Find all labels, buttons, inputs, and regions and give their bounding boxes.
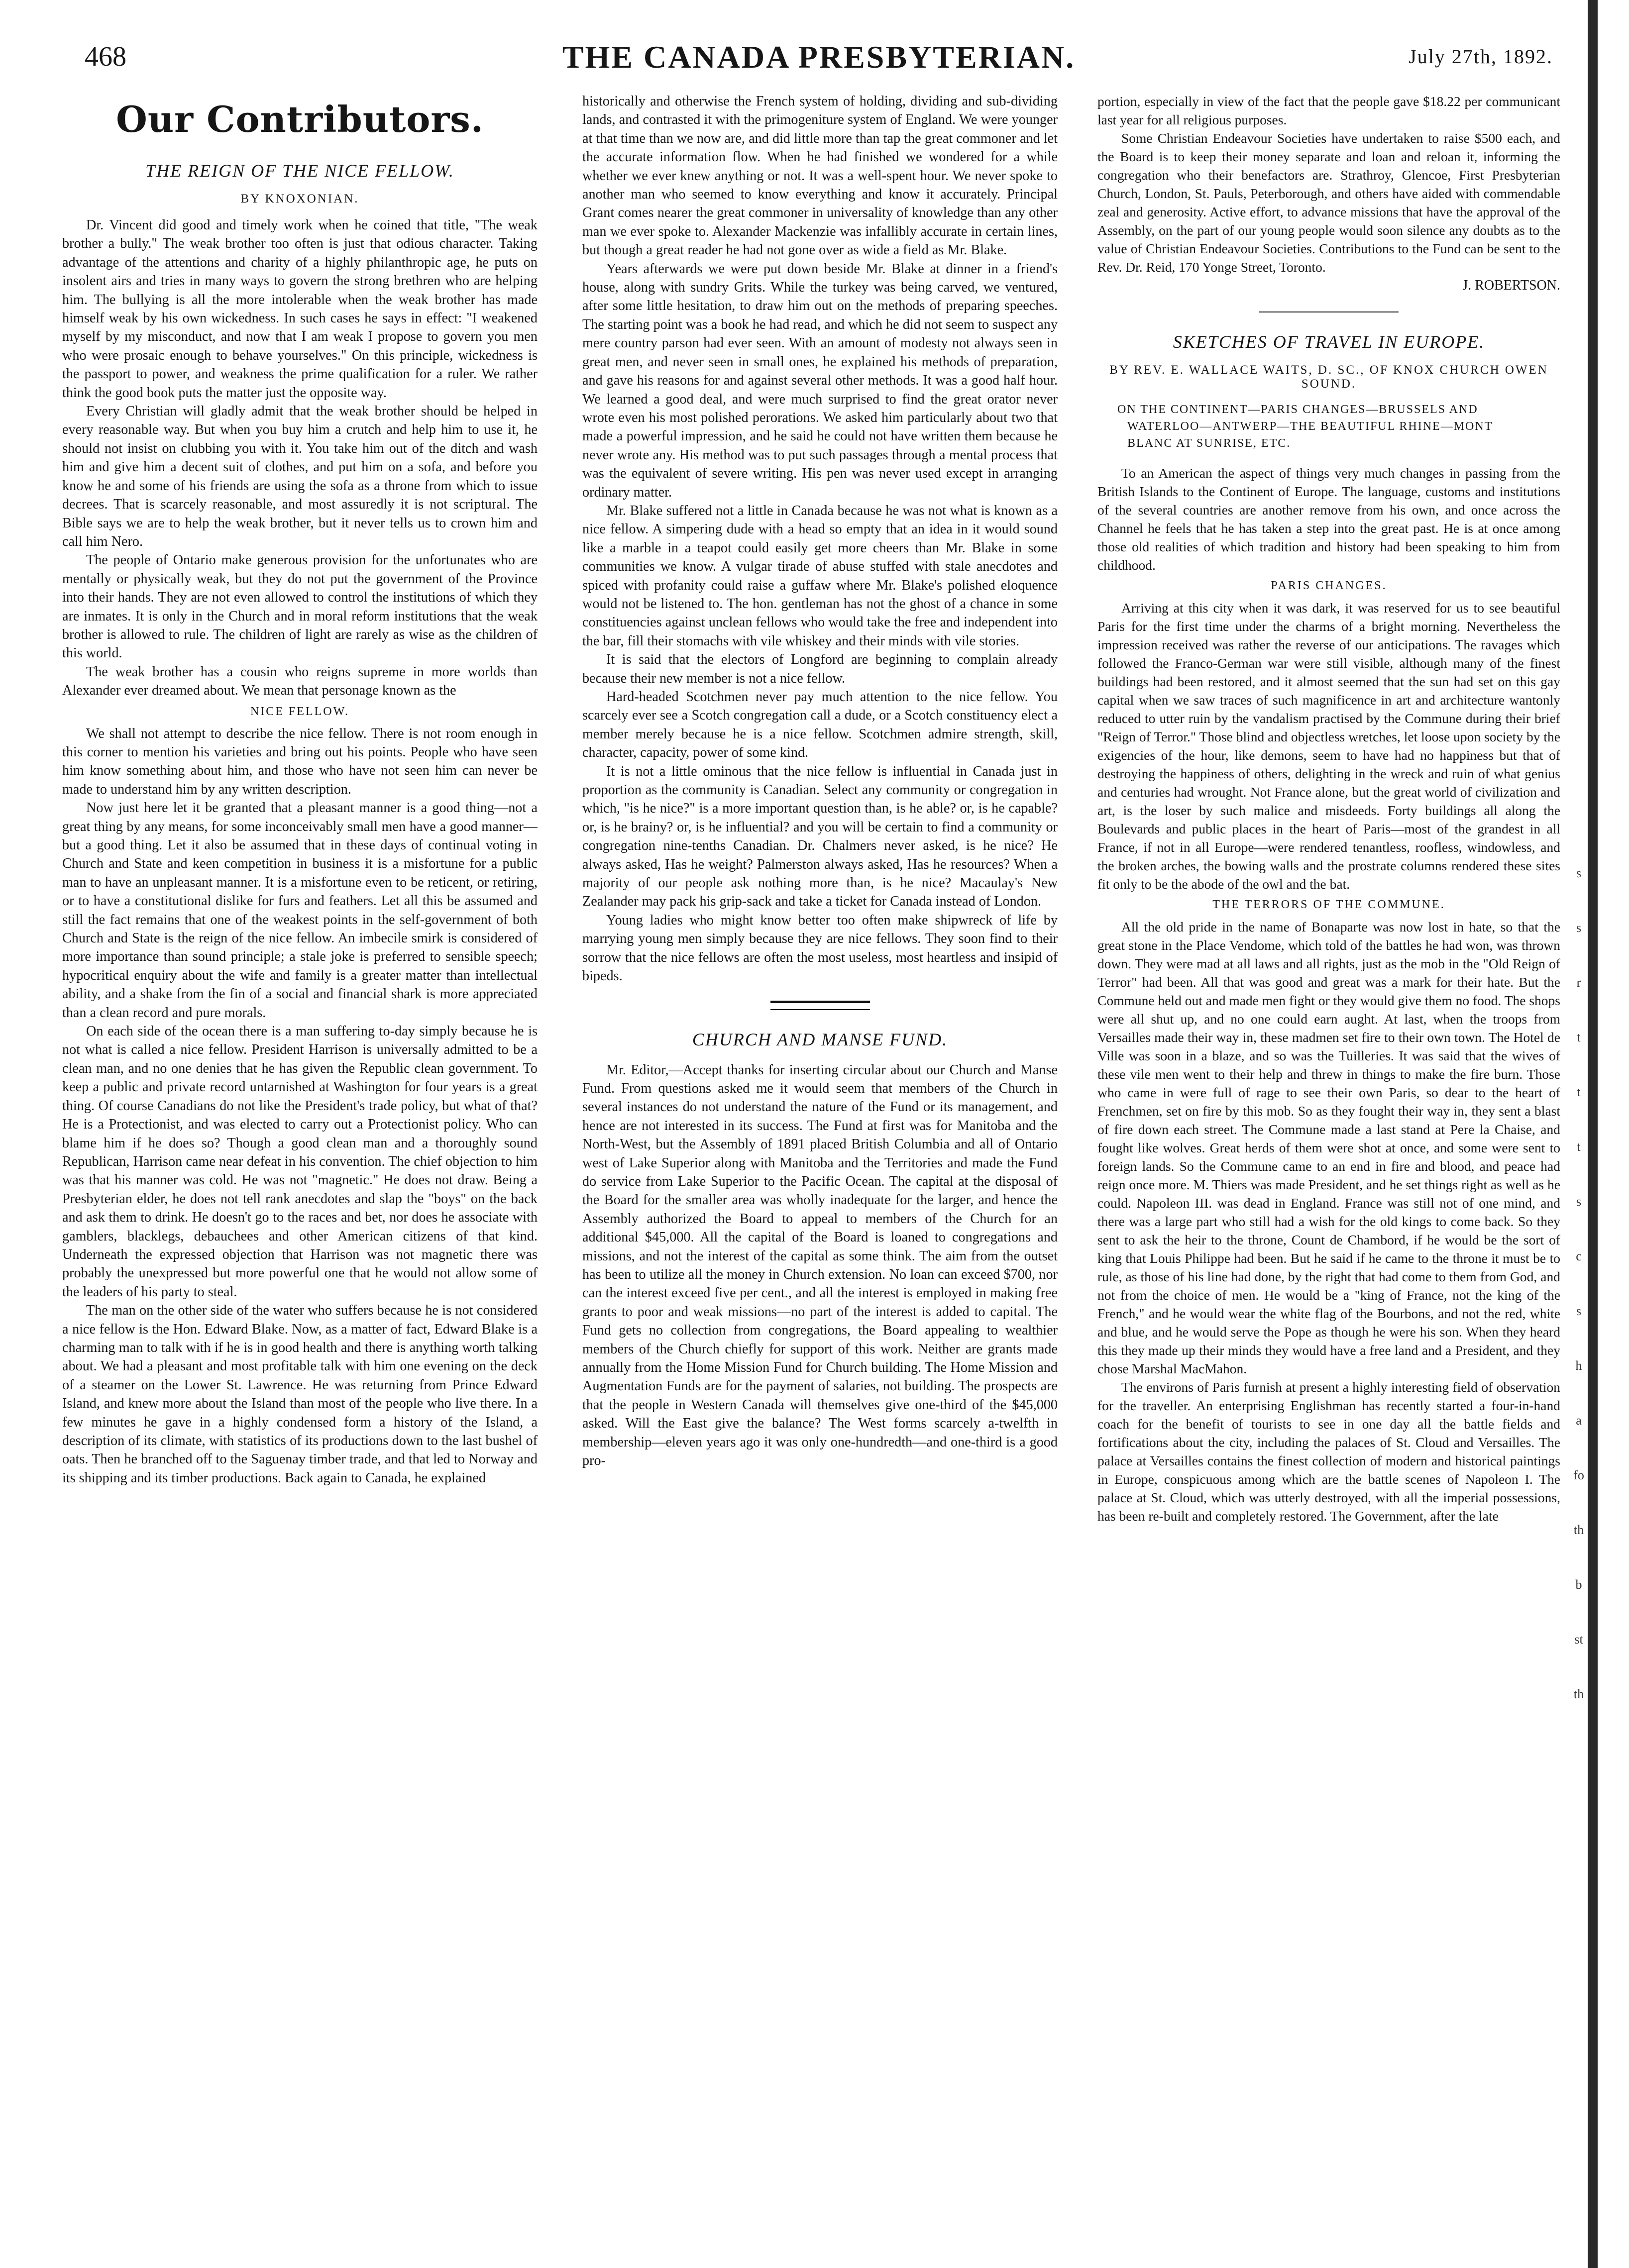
paragraph: Mr. Editor,—Accept thanks for inserting circular about our Church and Manse Fund. From questions asked me it would seem that members of the Church in several instances do not understand the nature of the Fund or its management, and hence are not interested in its success. The Fund at first was for Manitoba and the North-West, but the Assembly of 1891 placed British Columbia and all of Ontario west of Lake Superior along with Manitoba and the Territories and made the Fund do service from Lake Superior to the Pacific Ocean. The capital at the disposal of the Board for the smaller area was wholly inadequate for the larger, and hence the Assembly authorized the Board to appeal to members of the Church for an additional $45,000. All the capital of the Board is loaned to congregations and missions, and not the interest of the capital as some think. The aim from the outset has been to utilize all the money in Church extension. No loan can exceed $700, nor can the interest exceed five per cent., and all the interest is employed in making free grants to poor and weak missions—no part of the interest is added to capital. The Fund gets no collection from congregations, the Board appealing to wealthier members of the Church chiefly for support of this work. Neither are grants made annually from the Home Mission Fund for Church building. The Home Mission and Augmentation Funds are for the payment of salaries, not building. The prospects are that the people in Western Canada will themselves give one-third of the $45,000 asked. Will the East give the balance? The West forms scarcely a-twelfth in membership—eleven years ago it was only one-hundredth—and one-third is a good pro- — [582, 1062, 1058, 1469]
article-title-nice-fellow: THE REIGN OF THE NICE FELLOW. — [145, 161, 454, 181]
edge-letter: fo — [1573, 1468, 1584, 1482]
paragraph: Some Christian Endeavour Societies have undertaken to raise $500 each, and the Board is to keep their money separate and loan and reloan it, informing the congregation who their benefactors are. Strathroy, Glencoe, First Presbyterian Church, London, St. Pauls, Peterborough, and others have aided with commendable zeal and generosity. Active effort, to advance missions that have the approval of the Assembly, on the part of our young people would soon silence any doubts as to the value of Christian Endeavour Societies. Contributions to the Fund can be sent to the Rev. Dr. Reid, 170 Yonge Street, Toronto. — [1097, 130, 1560, 275]
edge-letter: st — [1574, 1632, 1583, 1647]
paragraph: To an American the aspect of things very much changes in passing from the British Islands to the Continent of Europe. The language, customs and institutions of the several countries are another remove from his own, and once across the Channel he feels that he has taken a step into the great past. He is at once among those old realities of which tradition and history had been speaking to him from childhood. — [1097, 465, 1560, 573]
page-header — [85, 30, 1553, 85]
paragraph: Dr. Vincent did good and timely work when he coined that title, "The weak brother a bully." The weak brother too often is just that odious character. Taking advantage of the attentions and charity of a highly philanthropic age, he puts on insolent airs and tries in many ways to govern the strong brethren who are helping him. The bullying is all the more intolerable when the weak brother has made himself weak by his own wickedness. In such cases he says in effect: "I weakened myself by my misconduct, and now that I am weak I propose to govern you men who were prosaic enough to behave yourselves." On this principle, wickedness is the passport to power, and weakness the prime qualification for a ruler. We rather think the good book puts the matter just the opposite way. — [62, 217, 538, 401]
issue-date: July 27th, 1892. — [1409, 45, 1553, 68]
paragraph: The people of Ontario make generous provision for the unfortunates who are mentally or physically weak, but they do not put the government of the Province into their hands. They are not even allowed to control the institutions of which they are inmates. It is only in the Church and in moral reform institutions that the weak brother is allowed to rule. The children of light are rarely as wise as the children of this world. — [62, 552, 538, 661]
edge-letter: h — [1575, 1358, 1582, 1373]
paragraph: Now just here let it be granted that a pleasant manner is a good thing—not a great thing by any means, for some inconceivably small men have a good manner—but a good thing. Let it also be assumed that in these days of continual voting in Church and State and keen competition in business it is a misfortune for a public man to have an unpleasant manner. It is a misfortune even to be reticent, or retiring, or to have a constitutional dislike for furs and feathers. Let all this be assumed and still the fact remains that one of the weakest points in the self-government of both Church and State is the reign of the nice fellow. An imbecile smirk is considered of more importance than sound principle; a stale joke is preferred to sensible speech; hypocritical enquiry about the wife and family is a greater matter than intellectual ability, and a shake from the fin of a social and financial shark is more appreciated than a clean record and pure morals. — [62, 800, 538, 1021]
article-title-sketches-of-travel: SKETCHES OF TRAVEL IN EUROPE. — [1173, 332, 1485, 352]
signature-name: J. ROBERTSON. — [1462, 278, 1560, 293]
section-divider — [1259, 311, 1399, 312]
paragraph: historically and otherwise the French system of holding, dividing and sub-dividing lands, and contrasted it with the primogeniture system of England. We were younger at that time than we now are, and did little more than tap the great commoner and let the accurate information flow. When he had finished we wondered for a while whether we ever knew anything or not. It was a well-spent hour. We never spoke to another man who seemed to know everything and know it accurately. Principal Grant comes nearer the great commoner in universality of knowledge than any other man we ever spoke to. Alexander Mackenzie was infallibly accurate in certain lines, but though a great reader he had not gone over as wide a field as Mr. Blake. — [582, 94, 1058, 258]
edge-letter: b — [1575, 1577, 1582, 1592]
edge-letter: th — [1573, 1523, 1584, 1537]
column-2 — [582, 92, 1058, 2248]
edge-letter: t — [1577, 1139, 1581, 1154]
paragraph: We shall not attempt to describe the nice fellow. There is not room enough in this corner to mention his varieties and bring out his points. People who have seen him know something about him, and those who have not seen him can never be made to understand him by any written description. — [62, 725, 538, 797]
section-divider — [770, 1001, 870, 1010]
edge-letter: s — [1576, 1304, 1582, 1318]
edge-letter: c — [1576, 1249, 1582, 1263]
section-title: Our Contributors. — [116, 98, 484, 140]
paragraph: portion, especially in view of the fact that the people gave $18.22 per communicant last year for all religious purposes. — [1097, 94, 1560, 127]
paragraph: Every Christian will gladly admit that the weak brother should be helped in every reasonable way. But when you buy him a crutch and help him to use it, he should not insist on clubbing you with it. You take him out of the ditch and wash him and give him a decent suit of clothes, and put him on a sofa, and before you know he and some of his friends are using the sofa as a throne from which to issue decrees. That is scarcely reasonable, and most assuredly it is not scriptural. The Bible says we are to help the weak brother, but it never tells us to crown him and call him Nero. — [62, 404, 538, 549]
paragraph: It is said that the electors of Longford are beginning to complain already because their new member is not a nice fellow. — [582, 652, 1058, 686]
article-byline: BY KNOXONIAN. — [240, 192, 359, 206]
paragraph: Hard-headed Scotchmen never pay much attention to the nice fellow. You scarcely ever see a Scotch congregation call a dude, or a Scotch constituency elect a member merely because he is a nice fellow. Scotchmen admire strength, skill, character, capacity, power of some kind. — [582, 689, 1058, 761]
cropped-adjacent-page-text — [1569, 846, 1589, 1722]
paragraph: On each side of the ocean there is a man suffering to-day simply because he is not what is called a nice fellow. President Harrison is universally admitted to be a clean man, and no one denies that he has given the Republic clean government. To keep a public and private record untarnished at Washington for four years is a great thing. Of course Canadians do not like the President's trade policy, but what of that? He is a Protectionist, and was elected to carry out a Protectionist policy. Who can blame him if he does so? Though a good clean man and a thoroughly sound Republican, Harrison came near defeat in his convention. The chief objection to him was that his manner was cold. He was not "magnetic." He does not draw. Being a Presbyterian elder, he does not tell rank anecdotes and slap the "boys" on the back and ask them to drink. He doesn't go to the races and bet, nor does he associate with gamblers, blacklegs, debauchees and other American citizens of that kind. Underneath the expressed objection that Harrison was not magnetic there was probably the unexpressed but more powerful one that he would not allow some of the leaders of his party to steal. — [62, 1024, 538, 1300]
page-number: 468 — [85, 41, 126, 72]
paragraph: The weak brother has a cousin who reigns supreme in more worlds than Alexander ever dreamed about. We mean that personage known as the — [62, 664, 538, 699]
subheading: THE TERRORS OF THE COMMUNE. — [1212, 898, 1445, 911]
article-title-church-manse-fund: CHURCH AND MANSE FUND. — [692, 1029, 948, 1049]
masthead-title: THE CANADA PRESBYTERIAN. — [562, 39, 1076, 75]
paragraph: It is not a little ominous that the nice fellow is influential in Canada just in proportion as the community is Canadian. Select any community or congregation in which, "is he nice?" is a more important question than, is he able? or, is he capable? or, is he brainy? or, is he influential? and you will be certain to find a community or congregation nine-tenths Canadian. Dr. Chalmers never asked, is he nice? He always asked, Has he weight? Palmerston always asked, Has he resources? When a majority of our people ask nothing more than, is he nice? Macaulay's New Zealander may pack his grip-sack and take a ticket for Canada instead of London. — [582, 763, 1058, 910]
subheading: NICE FELLOW. — [250, 705, 350, 718]
paragraph: Arriving at this city when it was dark, it was reserved for us to see beautiful Paris for the first time under the charms of a bright morning. Nevertheless the impression received was rather the reverse of our anticipations. The ravages which followed the Franco-German war were still visible, although many of the finest buildings had been restored, and it almost seemed that the sun had set on this gay capital when we saw traces of such magnificence in art and architecture wantonly reduced to utter ruin by the vandalism practised by the Commune during their brief "Reign of Terror." Those blind and objectless wretches, let loose upon society by the exigencies of the hour, like demons, seem to have had no happiness but that of destroying the happiness of others, delighting in the wreck and ruin of what genius and centuries had wrought. Not France alone, but the great world of civilization and art, is the loser by such malice and misdeeds. Forty buildings all along the Boulevards and public places in the heart of Paris—most of the grandest in all France, if not in all Europe—were rendered tenantless, roofless, windowless, and the broken arches, the bowing walls and the prostrate columns rendered these sites fit only to be the abode of the owl and the bat. — [1097, 600, 1560, 892]
paragraph: Young ladies who might know better too often make shipwreck of life by marrying young men simply because they are nice fellows. They soon find to their sorrow that the nice fellows are often the most useless, most heartless and insipid of bipeds. — [582, 912, 1058, 984]
paragraph: Mr. Blake suffered not a little in Canada because he was not what is known as a nice fellow. A simpering dude with a head so empty that an idea in it would sound like a marble in a teapot could easily get more cheers than Mr. Blake in some communities we know. A vulgar tirade of abuse stuffed with stale anecdotes and spiced with profanity could raise a guffaw where Mr. Blake's polished eloquence would not be listened to. The hon. gentleman has not the ghost of a chance in some constituencies against unclean fellows who would take the free and independent into the bar, fill their stomachs with vile whiskey and their minds with vile stories. — [582, 503, 1058, 649]
article-byline: BY REV. E. WALLACE WAITS, D. SC., OF KNOX CHURCH OWEN SOUND. — [1109, 363, 1548, 391]
paragraph: Years afterwards we were put down beside Mr. Blake at dinner in a friend's house, along with sundry Grits. While the turkey was being carved, we ventured, after some little hesitation, to draw him out on the methods of preparing speeches. The starting point was a book he had read, and which he did not seem to suspect any mere country parson had ever seen. With an amount of modesty not always seen in great men, and never seen in small ones, he explained his methods of preparation, and gave his reasons for and against several other methods. It was a good half hour. We learned a good deal, and were much surprised to find the great orator never wrote even his most polished perorations. We asked him particularly about two that made a powerful impression, and he said he could not have written them because he never wrote any. His method was to put such passages through a mental process that was the equivalent of severe writing. His pen was never used except in arranging ordinary matter. — [582, 261, 1058, 500]
edge-letter: t — [1577, 1085, 1581, 1099]
paragraph: The environs of Paris furnish at present a highly interesting field of observation for the traveller. An enterprising Englishman has recently started a four-in-hand coach for the benefit of tourists to see in one day all the battle fields and fortifications about the city, including the palaces of St. Cloud and Versailles. The palace at Versailles contains the finest collection of modern and historical paintings in Europe, conspicuous among which are the battle scenes of Napoleon I. The palace at St. Cloud, which was utterly destroyed, with all the imperial possessions, has been re-built and completely restored. The Government, after the late — [1097, 1379, 1560, 1524]
article-summary: ON THE CONTINENT—PARIS CHANGES—BRUSSELS AND WATERLOO—ANTWERP—THE BEAUTIFUL RHINE—MONT BLANC AT SUNRISE, ETC. — [1117, 403, 1493, 450]
edge-letter: a — [1576, 1413, 1582, 1428]
letter-signature — [1097, 276, 1560, 295]
edge-letter: r — [1576, 975, 1581, 990]
paragraph: All the old pride in the name of Bonaparte was now lost in hate, so that the great stone in the Place Vendome, which told of the battles he had won, was thrown down. They were mad at all laws and all rights, just as the mob in the "Old Reign of Terror" had been. All that was good and great was a mark for their hate. But the Commune held out and made men fight or they would give them no food. The shops were all shut up, and no one could earn aught. At last, when the troops from Versailles made their way in, these madmen set fire to their own town. The Hotel de Ville was soon in a blaze, and so was the Tuilleries. It was said that the wives of these vile men went to their help and threw in things to make the fire burn. Those who came in were full of rage to see their own Paris, so dear to the heart of Frenchmen, set on fire by this mob. So as they fought their way in, they sent a blast of fire down each street. The Commune made a last stand at Pere la Chaise, and fought like wolves. Great herds of them were shot at once, and some were sent to foreign lands. So the Commune came to an end in fire and blood, and peace had reign once more. M. Thiers was made President, and he set things right as well as he could. Napoleon III. was dead in England. France was still not of one mind, and there was a large part who still had a wish for the old kings to come back. So they sent to ask the heir to the throne, Count de Chambord, if he would be the sort of king that Louis Philippe had been. But he said if he came to the throne it must be to rule, as those of his line had done, by the right that had come to them from God, and not from the choice of men. He would be a "king of France, not the king of the French," and he would wear the white flag of the Bourbons, and not the red, white and blue, and he would serve the Pope as though he were his son. When they heard this they made up their minds they would have a free land and a President, and they chose Marshal MacMahon. — [1097, 919, 1560, 1376]
edge-letter: s — [1576, 921, 1582, 935]
edge-letter: th — [1573, 1687, 1584, 1701]
column-1 — [62, 92, 538, 2248]
subheading: PARIS CHANGES. — [1271, 579, 1387, 592]
edge-letter: t — [1577, 1030, 1581, 1044]
paragraph: The man on the other side of the water who suffers because he is not considered a nice fellow is the Hon. Edward Blake. Now, as a matter of fact, Edward Blake is a charming man to talk with if he is in good health and there is anything worth talking about. We had a pleasant and most profitable talk with him one evening on the deck of a steamer on the Lower St. Lawrence. He was returning from Prince Edward Island, and knew more about the Island than most of the people who live there. In a few minutes he gave in a highly condensed form a history of the Island, a description of its climate, with statistics of its productions down to the last bushel of oats. Then he branched off to the Saguenay timber trade, and that led to Norway and its shipping and its timber productions. Back again to Canada, he explained — [62, 1303, 538, 1486]
column-3 — [1097, 92, 1560, 2248]
page-gutter-shadow — [1588, 0, 1598, 2268]
edge-letter: s — [1576, 866, 1582, 880]
edge-letter: s — [1576, 1194, 1582, 1209]
